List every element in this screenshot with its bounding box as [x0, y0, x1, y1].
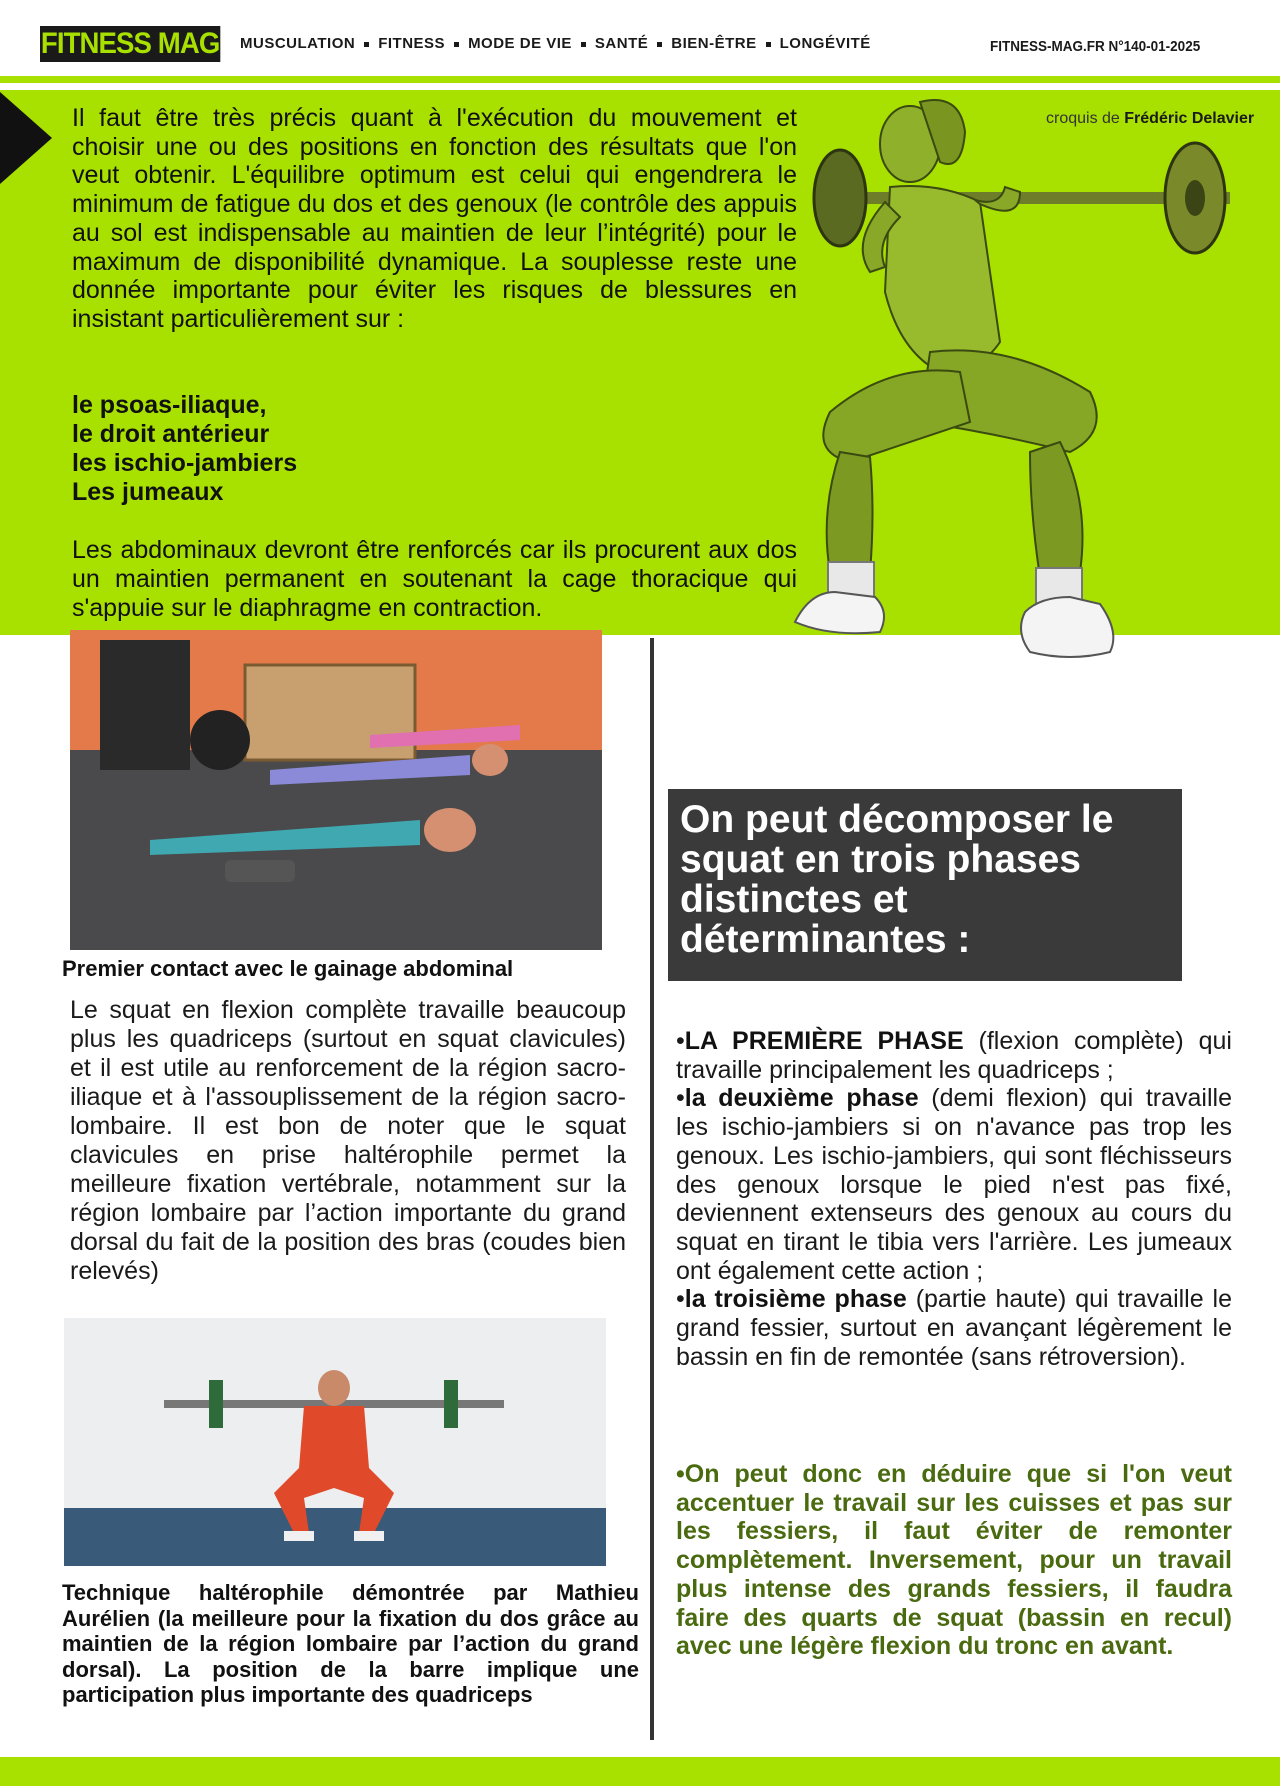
nav-item-longevite[interactable]: LONGÉVITÉ — [779, 35, 871, 52]
nav-item-bien-etre[interactable]: BIEN-ÊTRE — [671, 35, 757, 52]
stacked-plate — [190, 710, 250, 770]
phase-title: la troisième phase — [684, 1285, 907, 1314]
nav-separator — [766, 42, 771, 47]
muscle-item: le psoas-iliaque, — [72, 391, 267, 419]
lifter-torso — [299, 1406, 369, 1468]
muscle-item: le droit antérieur — [72, 420, 270, 448]
nav-item-sante[interactable]: SANTÉ — [594, 35, 649, 52]
phase-title: la deuxième phase — [684, 1084, 919, 1113]
issue-number: FITNESS-MAG.FR N°140-01-2025 — [990, 38, 1201, 55]
intro-paragraph: Il faut être très précis quant à l'exécution du mouvement et choisir une ou des positions en fonction des résultats que l'on veut obtenir. L'équilibre optimum est celui qui engendrera le minimum de fatigue du dos et des genoux (le contrôle des appuis au sol est indispensable au maintien de leur l’intégrité) pour le maximum de disponibilité dynamique. La souplesse reste une donnée importante pour éviter les risques de blessures en insistant particulièrement sur : — [72, 104, 797, 333]
nav-item-musculation[interactable]: MUSCULATION — [240, 35, 356, 52]
phase-title: LA PREMIÈRE PHASE — [684, 1027, 964, 1055]
dumbbell — [225, 860, 295, 882]
arrow-marker-icon — [0, 92, 52, 184]
barbell-rack — [100, 640, 190, 770]
phase-text: (flexion complète) qui travaille principalement les quadriceps ; — [676, 1027, 1232, 1084]
left-calf — [1030, 442, 1083, 577]
athlete-1-head — [424, 808, 476, 852]
studio-floor — [64, 1508, 606, 1566]
nav-item-mode-de-vie[interactable]: MODE DE VIE — [468, 35, 572, 52]
left-shoe — [284, 1531, 314, 1541]
bullet-icon: • — [676, 1285, 685, 1314]
column-divider — [650, 638, 654, 1740]
right-shoe — [795, 592, 884, 633]
nav-item-fitness[interactable]: FITNESS — [378, 35, 446, 52]
bullet-icon: • — [676, 1027, 685, 1055]
phase-item — [676, 1285, 1232, 1371]
right-thigh — [823, 370, 970, 462]
header-divider — [0, 76, 1280, 83]
athlete-2-head — [472, 744, 508, 776]
right-shoe — [354, 1531, 384, 1541]
magazine-logo[interactable]: FITNESS MAG — [40, 27, 220, 60]
phase-item — [676, 1027, 1232, 1084]
credit-author: Frédéric Delavier — [1124, 110, 1255, 127]
right-calf — [827, 452, 873, 572]
bullet-icon: • — [676, 1084, 685, 1113]
lifter-head — [318, 1370, 350, 1406]
left-plate — [209, 1380, 223, 1428]
category-nav — [240, 35, 871, 52]
phase-text: (partie haute) qui travaille le grand fessier, surtout en avançant légèrement le bassin en fin de remontée (sans rétroversion). — [676, 1285, 1232, 1371]
photo-caption: Technique haltérophile démontrée par Mathieu Aurélien (la meilleure pour la fixation du dos grâce au maintien de la région lombaire par l’action du grand dorsal). La position de la barre implique une participation plus importante des quadriceps — [62, 1580, 639, 1707]
footer-bar — [0, 1757, 1280, 1786]
nav-separator — [581, 42, 586, 47]
abdominals-paragraph: Les abdominaux devront être renforcés car ils procurent aux dos un maintien permanent en soutenant la cage thoracique qui s'appuie sur le diaphragme en contraction. — [72, 536, 797, 622]
muscle-item: les ischio-jambiers — [72, 449, 298, 477]
right-plate — [444, 1380, 458, 1428]
illustration-credit — [1046, 110, 1254, 128]
phase-text: (demi flexion) qui travaille les ischio-jambiers si on n'avance pas trop les genoux. Les ischio-jambiers, qui sont fléchisseurs des genoux lorsque le pied n'est pas fixé, deviennent extenseurs des genoux au cours du squat en tirant le tibia vers l'arrière. Les jumeaux ont également cette action ; — [676, 1084, 1232, 1285]
front-squat-photo — [64, 1318, 606, 1566]
left-shoe — [1021, 597, 1113, 657]
photo-caption: Premier contact avec le gainage abdominal — [62, 956, 514, 981]
nav-separator — [454, 42, 459, 47]
credit-prefix: croquis de — [1046, 110, 1125, 127]
plank-photo — [70, 630, 602, 950]
phase-item — [676, 1084, 1232, 1285]
conclusion-paragraph: •On peut donc en déduire que si l'on veut accentuer le travail sur les cuisses et pas sur les fessiers, il faut éviter de remonter complètement. Inversement, pour un travail plus intense des grands fessiers, il faudra faire des quarts de squat (bassin en recul) avec une légère flexion du tronc en avant. — [676, 1460, 1232, 1661]
phases-list — [676, 1027, 1232, 1371]
nav-separator — [364, 42, 369, 47]
squat-anatomy-illustration — [790, 92, 1260, 762]
torso — [885, 186, 1000, 372]
left-weight-plate — [814, 150, 866, 246]
muscle-item: Les jumeaux — [72, 478, 224, 506]
plate-hub — [1185, 180, 1205, 216]
muscle-list — [72, 391, 297, 507]
squat-paragraph: Le squat en flexion complète travaille beaucoup plus les quadriceps (surtout en squat clavicules) et il est utile au renforcement de la région sacro-iliaque et à l'assouplissement de la région sacro-lombaire. Il est bon de noter que le squat clavicules en prise haltérophile permet la meilleure fixation vertébrale, notamment sur la région lombaire par l’action importante du grand dorsal du fait de la position des bras (coudes bien relevés) — [70, 996, 626, 1285]
section-heading: On peut décomposer le squat en trois phases distinctes et déterminantes : — [680, 798, 1114, 961]
nav-separator — [657, 42, 662, 47]
